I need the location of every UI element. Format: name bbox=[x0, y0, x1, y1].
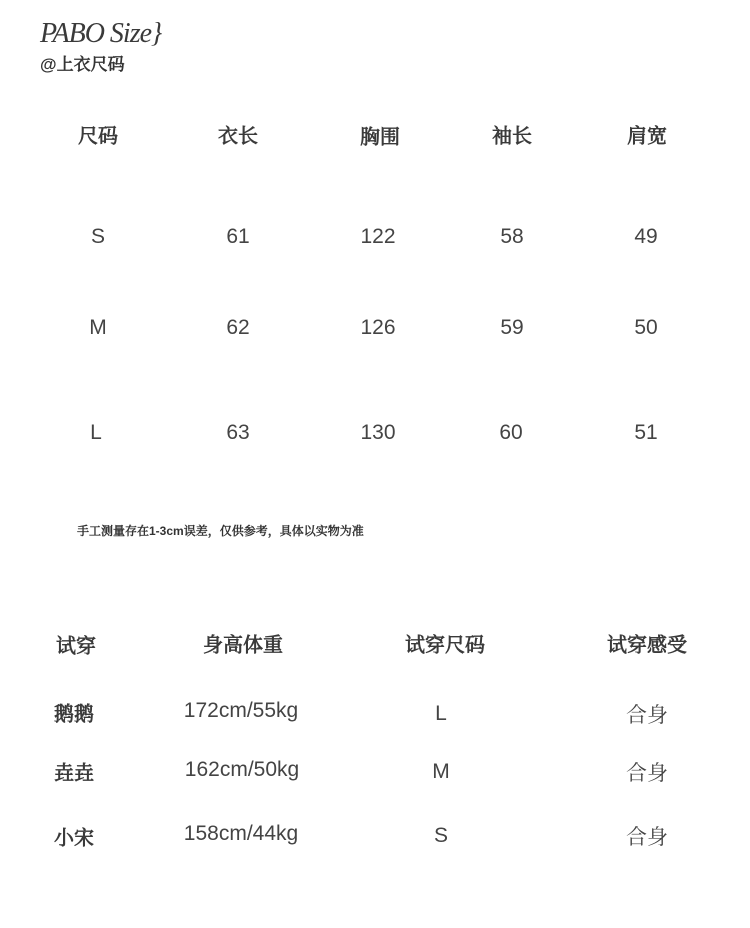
size-header-length: 衣长 bbox=[218, 125, 258, 148]
fit-header-height-weight: 身高体重 bbox=[203, 634, 283, 657]
height-weight-cell: 162cm/50kg bbox=[184, 758, 300, 781]
tried-size-cell: L bbox=[435, 702, 447, 725]
shoulder-cell: 51 bbox=[634, 421, 658, 444]
fit-header-model: 试穿 bbox=[56, 635, 96, 658]
fit-feeling-cell: 合身 bbox=[626, 704, 668, 727]
height-weight-cell: 172cm/55kg bbox=[183, 699, 299, 722]
fit-feeling-cell: 合身 bbox=[626, 762, 668, 785]
tried-size-cell: M bbox=[432, 760, 450, 783]
fit-feeling-cell: 合身 bbox=[626, 826, 668, 849]
length-cell: 61 bbox=[226, 225, 250, 248]
tried-size-cell: S bbox=[433, 824, 449, 847]
model-name: 垚垚 bbox=[54, 762, 94, 785]
brand-title: PABO Size} bbox=[40, 18, 162, 49]
height-weight-cell: 158cm/44kg bbox=[183, 822, 299, 845]
size-cell: S bbox=[90, 225, 106, 248]
model-name: 鹅鹅 bbox=[54, 703, 94, 726]
shoulder-cell: 50 bbox=[634, 316, 658, 339]
size-header-sleeve: 袖长 bbox=[492, 125, 532, 148]
sleeve-cell: 60 bbox=[499, 421, 523, 444]
chest-cell: 126 bbox=[360, 316, 396, 339]
size-header-chest: 胸围 bbox=[360, 126, 400, 149]
chest-cell: 122 bbox=[360, 225, 396, 248]
size-header-size: 尺码 bbox=[78, 125, 118, 148]
sleeve-cell: 59 bbox=[500, 316, 524, 339]
length-cell: 63 bbox=[226, 421, 250, 444]
sleeve-cell: 58 bbox=[500, 225, 524, 248]
model-name: 小宋 bbox=[54, 827, 94, 850]
fit-header-feeling: 试穿感受 bbox=[607, 634, 687, 657]
measurement-note: 手工测量存在1-3cm误差，仅供参考，具体以实物为准 bbox=[77, 524, 364, 538]
chest-cell: 130 bbox=[360, 421, 396, 444]
length-cell: 62 bbox=[226, 316, 250, 339]
size-cell: L bbox=[90, 421, 102, 444]
size-header-shoulder: 肩宽 bbox=[627, 125, 667, 148]
size-cell: M bbox=[89, 316, 107, 339]
page-subtitle: @上衣尺码 bbox=[40, 55, 125, 74]
shoulder-cell: 49 bbox=[634, 225, 658, 248]
fit-header-size: 试穿尺码 bbox=[405, 634, 485, 657]
